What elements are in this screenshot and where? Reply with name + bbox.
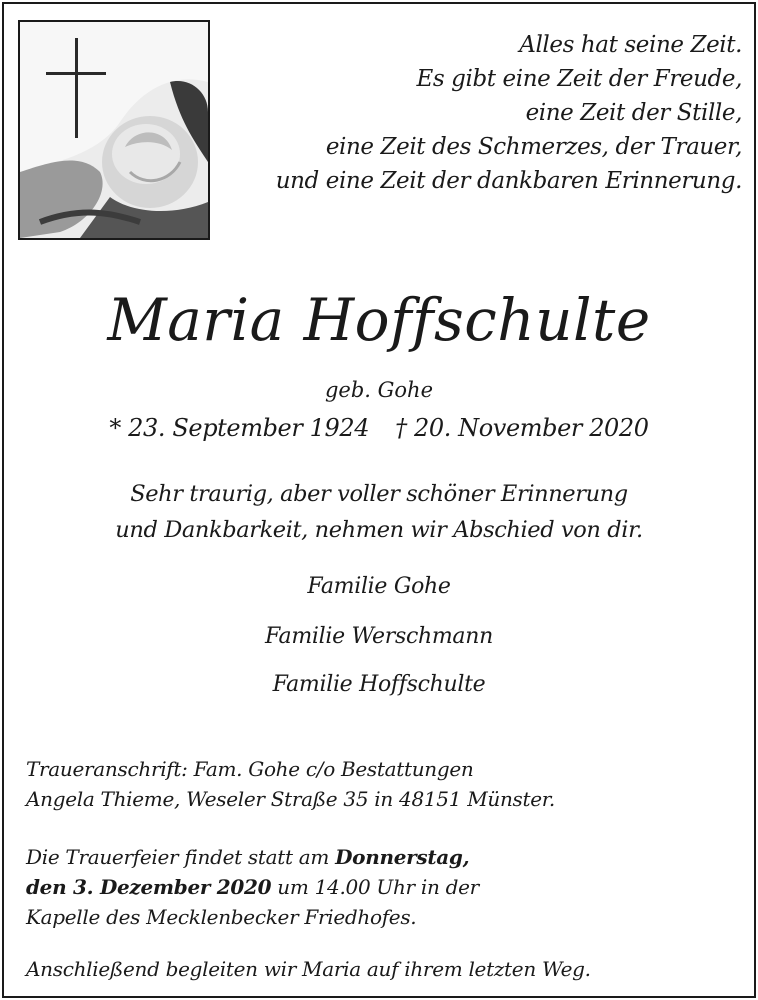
cross-and-rose-photo bbox=[18, 20, 210, 240]
address-line: Traueranschrift: Fam. Gohe c/o Bestattungen bbox=[26, 757, 474, 781]
cross-icon bbox=[75, 38, 78, 138]
ceremony-day: Donnerstag, bbox=[335, 845, 470, 869]
deceased-name: Maria Hoffschulte bbox=[107, 286, 651, 354]
obituary-notice bbox=[2, 2, 756, 998]
poem-line: eine Zeit der Stille, bbox=[525, 100, 742, 126]
address-line: Angela Thieme, Weseler Straße 35 in 48151 Münster. bbox=[26, 787, 555, 811]
death-date: † 20. November 2020 bbox=[395, 414, 649, 442]
rose-picture bbox=[20, 22, 208, 238]
closing-line: Anschließend begleiten wir Maria auf ihrem letzten Weg. bbox=[26, 957, 591, 981]
ceremony-location: Kapelle des Mecklenbecker Friedhofes. bbox=[26, 905, 417, 929]
farewell-message bbox=[4, 476, 754, 548]
poem-line: und eine Zeit der dankbaren Erinnerung. bbox=[275, 168, 742, 194]
poem-line: Alles hat seine Zeit. bbox=[519, 32, 742, 58]
message-line: und Dankbarkeit, nehmen wir Abschied von dir. bbox=[115, 517, 643, 543]
family-hoffschulte: Familie Hoffschulte bbox=[272, 672, 486, 697]
family-gohe: Familie Gohe bbox=[307, 574, 451, 599]
poem bbox=[222, 28, 742, 198]
mourning-address bbox=[26, 754, 746, 814]
ceremony-text: Die Trauerfeier findet statt am bbox=[26, 845, 336, 869]
poem-line: eine Zeit des Schmerzes, der Trauer, bbox=[325, 134, 742, 160]
family-werschmann: Familie Werschmann bbox=[265, 624, 493, 649]
ceremony-date: den 3. Dezember 2020 bbox=[26, 875, 272, 899]
born-name: geb. Gohe bbox=[324, 378, 434, 402]
message-line: Sehr traurig, aber voller schöner Erinnerung bbox=[130, 481, 628, 507]
poem-line: Es gibt eine Zeit der Freude, bbox=[416, 66, 742, 92]
ceremony-info bbox=[26, 842, 746, 932]
life-dates bbox=[4, 414, 754, 442]
ceremony-time: um 14.00 Uhr in der bbox=[271, 875, 479, 899]
birth-date: * 23. September 1924 bbox=[109, 414, 370, 442]
